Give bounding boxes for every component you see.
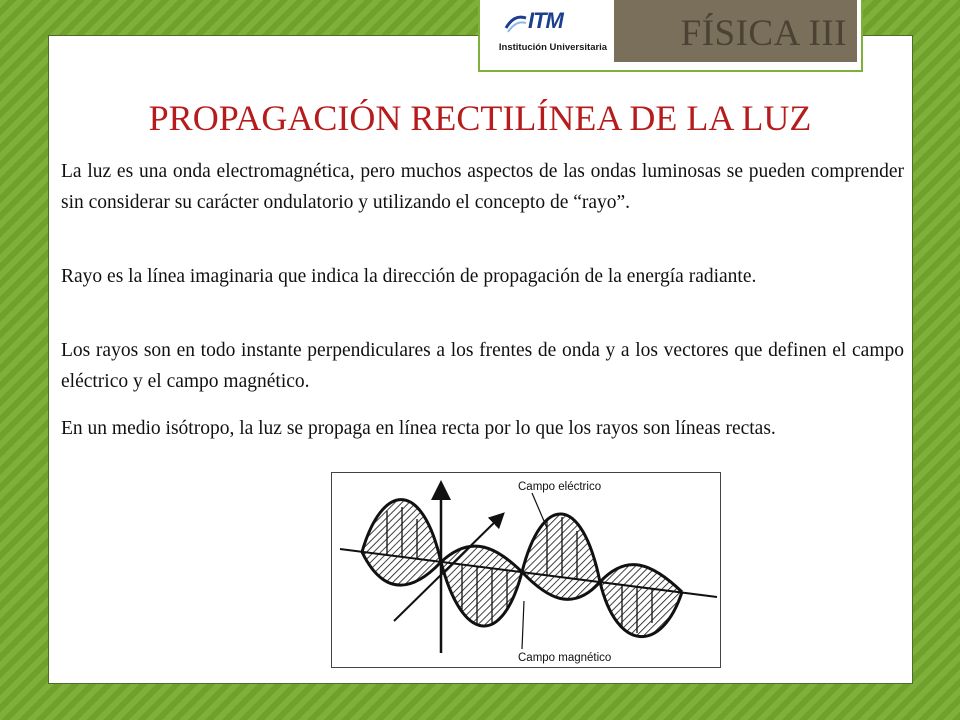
slide-title: PROPAGACIÓN RECTILÍNEA DE LA LUZ <box>148 98 812 138</box>
electric-field-label: Campo eléctrico <box>518 481 602 493</box>
paragraph-1: La luz es una onda electromagnética, pero muchos aspectos de las ondas luminosas se pueden comprender sin considerar su carácter ondulatorio y utilizando el concepto de “rayo”. <box>61 161 904 213</box>
itm-logo <box>490 0 613 62</box>
logo-container <box>490 4 613 60</box>
logo-swoosh-icon <box>504 12 528 36</box>
course-title: FÍSICA III <box>680 13 847 54</box>
logo-subtitle: Institución Universitaria <box>498 42 608 53</box>
course-badge <box>614 0 857 62</box>
magnetic-field-label: Campo magnético <box>518 652 612 664</box>
electric-label-leader <box>532 493 547 528</box>
magnetic-label-leader <box>522 601 524 649</box>
paragraph-2: Rayo es la línea imaginaria que indica la dirección de propagación de la energía radiante. <box>61 266 757 287</box>
em-wave-figure <box>331 472 721 668</box>
paragraph-4: En un medio isótropo, la luz se propaga en línea recta por lo que los rayos son líneas rectas. <box>61 418 776 439</box>
paragraph-3: Los rayos son en todo instante perpendiculares a los frentes de onda y a los vectores que definen el campo eléctrico y el campo magnético. <box>61 340 904 392</box>
em-wave-diagram <box>332 473 722 669</box>
logo-mark: ITM <box>528 8 563 33</box>
